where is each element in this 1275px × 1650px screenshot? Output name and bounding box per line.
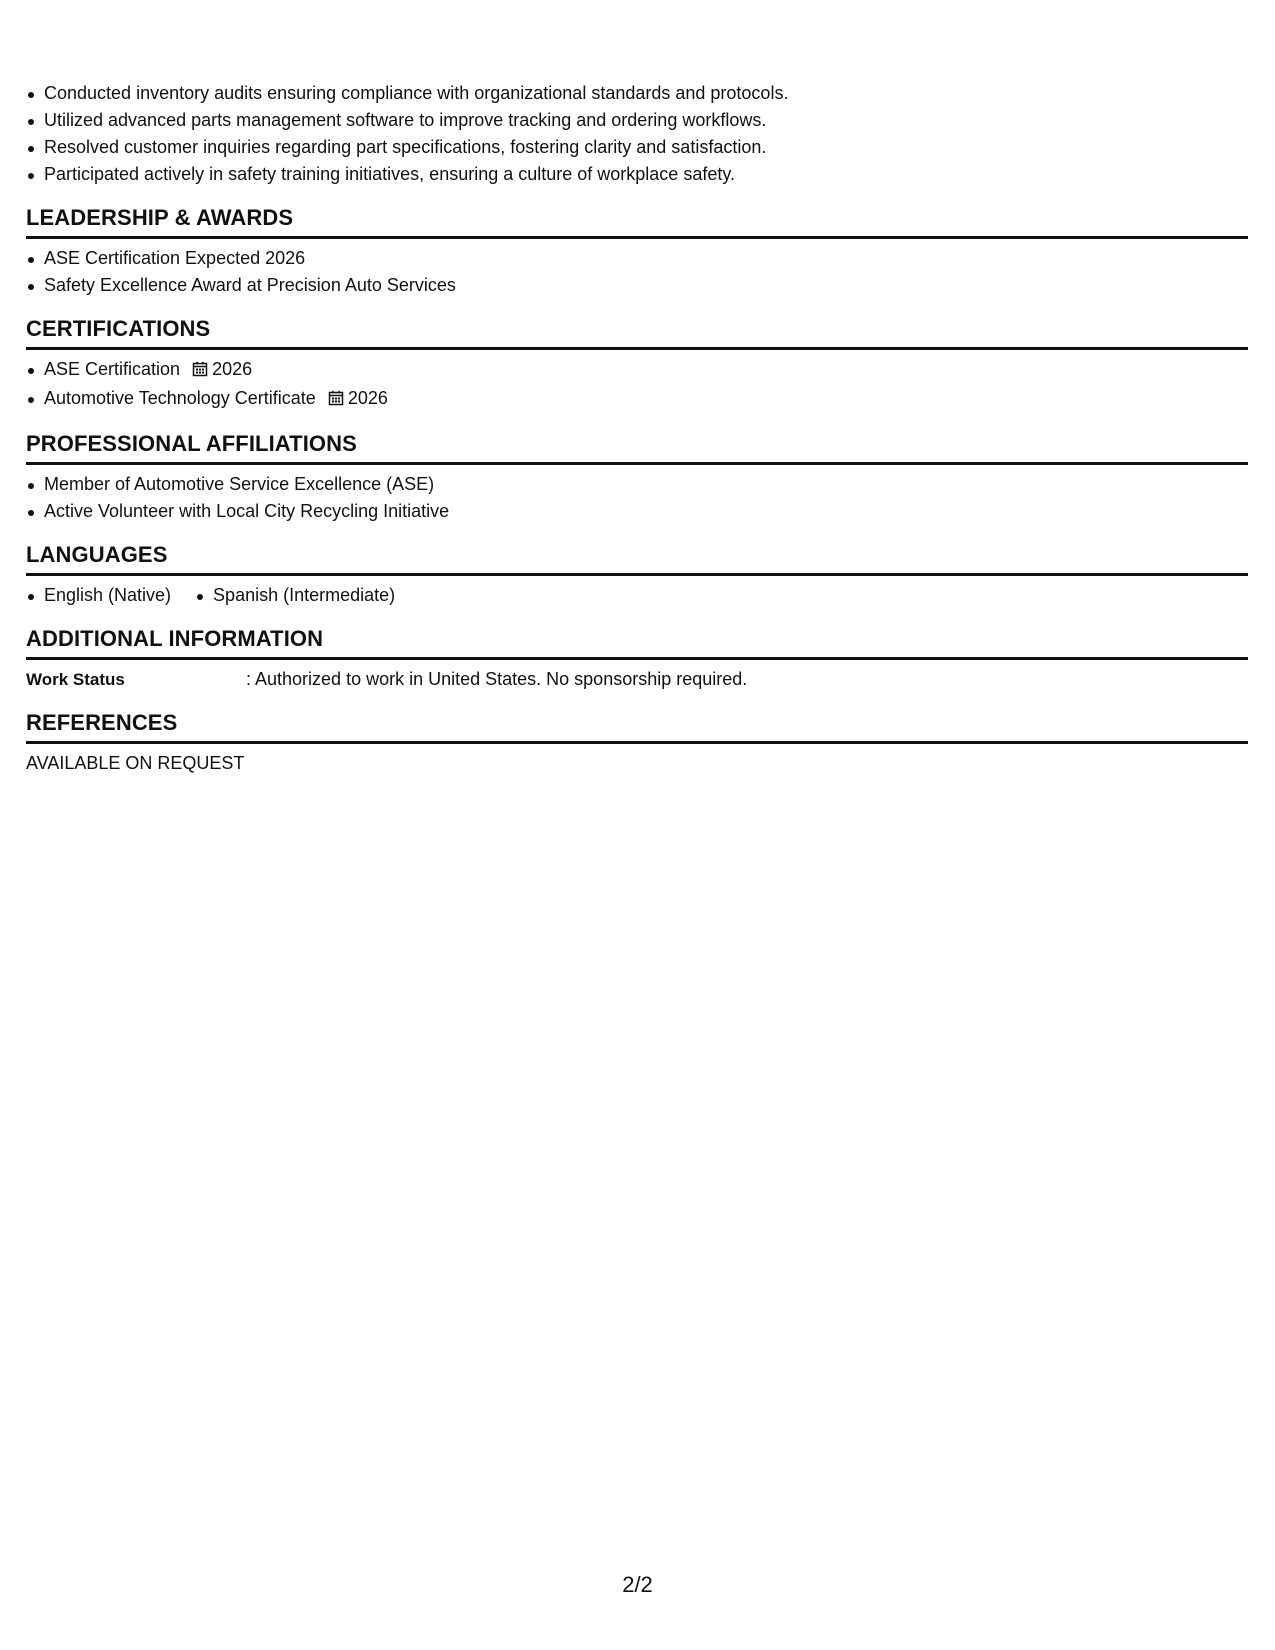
references-heading: REFERENCES xyxy=(26,709,1248,744)
experience-bullet: Utilized advanced parts management software to improve tracking and ordering workflows. xyxy=(26,107,1248,134)
certification-item xyxy=(26,356,1248,385)
certifications-section xyxy=(26,315,1248,414)
references-text: AVAILABLE ON REQUEST xyxy=(26,753,245,773)
leadership-section xyxy=(26,204,1248,299)
leadership-list xyxy=(26,245,1248,299)
certification-year: 2026 xyxy=(347,388,388,408)
leadership-item: ASE Certification Expected 2026 xyxy=(26,245,1248,272)
page-number: 2/2 xyxy=(622,1572,653,1597)
certification-item xyxy=(26,385,1248,414)
additional-info-heading: ADDITIONAL INFORMATION xyxy=(26,625,1248,660)
certification-year: 2026 xyxy=(212,359,253,379)
certifications-heading: CERTIFICATIONS xyxy=(26,315,1248,350)
certifications-list xyxy=(26,356,1248,414)
calendar-icon xyxy=(328,387,344,414)
certification-name: ASE Certification xyxy=(44,359,181,379)
affiliation-item: Member of Automotive Service Excellence (ASE) xyxy=(26,471,1248,498)
experience-bullet: Conducted inventory audits ensuring compliance with organizational standards and protocols. xyxy=(26,80,1248,107)
references-section xyxy=(26,709,1248,777)
calendar-icon xyxy=(192,358,208,385)
additional-info-section xyxy=(26,625,1248,693)
experience-bullet-list xyxy=(26,80,1248,188)
experience-bullet: Participated actively in safety training initiatives, ensuring a culture of workplace safety. xyxy=(26,161,1248,188)
languages-heading: LANGUAGES xyxy=(26,541,1248,576)
language-item: Spanish (Intermediate) xyxy=(195,582,395,609)
work-status-value: : Authorized to work in United States. No sponsorship required. xyxy=(246,669,748,689)
affiliations-section xyxy=(26,430,1248,525)
experience-bullet: Resolved customer inquiries regarding part specifications, fostering clarity and satisfaction. xyxy=(26,134,1248,161)
resume-page xyxy=(26,80,1248,777)
leadership-item: Safety Excellence Award at Precision Auto Services xyxy=(26,272,1248,299)
leadership-heading: LEADERSHIP & AWARDS xyxy=(26,204,1248,239)
affiliations-list xyxy=(26,471,1248,525)
certification-name: Automotive Technology Certificate xyxy=(44,388,316,408)
affiliations-heading: PROFESSIONAL AFFILIATIONS xyxy=(26,430,1248,465)
work-status-label: Work Status xyxy=(26,670,125,689)
languages-section xyxy=(26,541,1248,609)
language-item: English (Native) xyxy=(26,582,171,609)
affiliation-item: Active Volunteer with Local City Recycling Initiative xyxy=(26,498,1248,525)
languages-list xyxy=(26,582,1248,609)
work-status-row xyxy=(26,666,1248,693)
